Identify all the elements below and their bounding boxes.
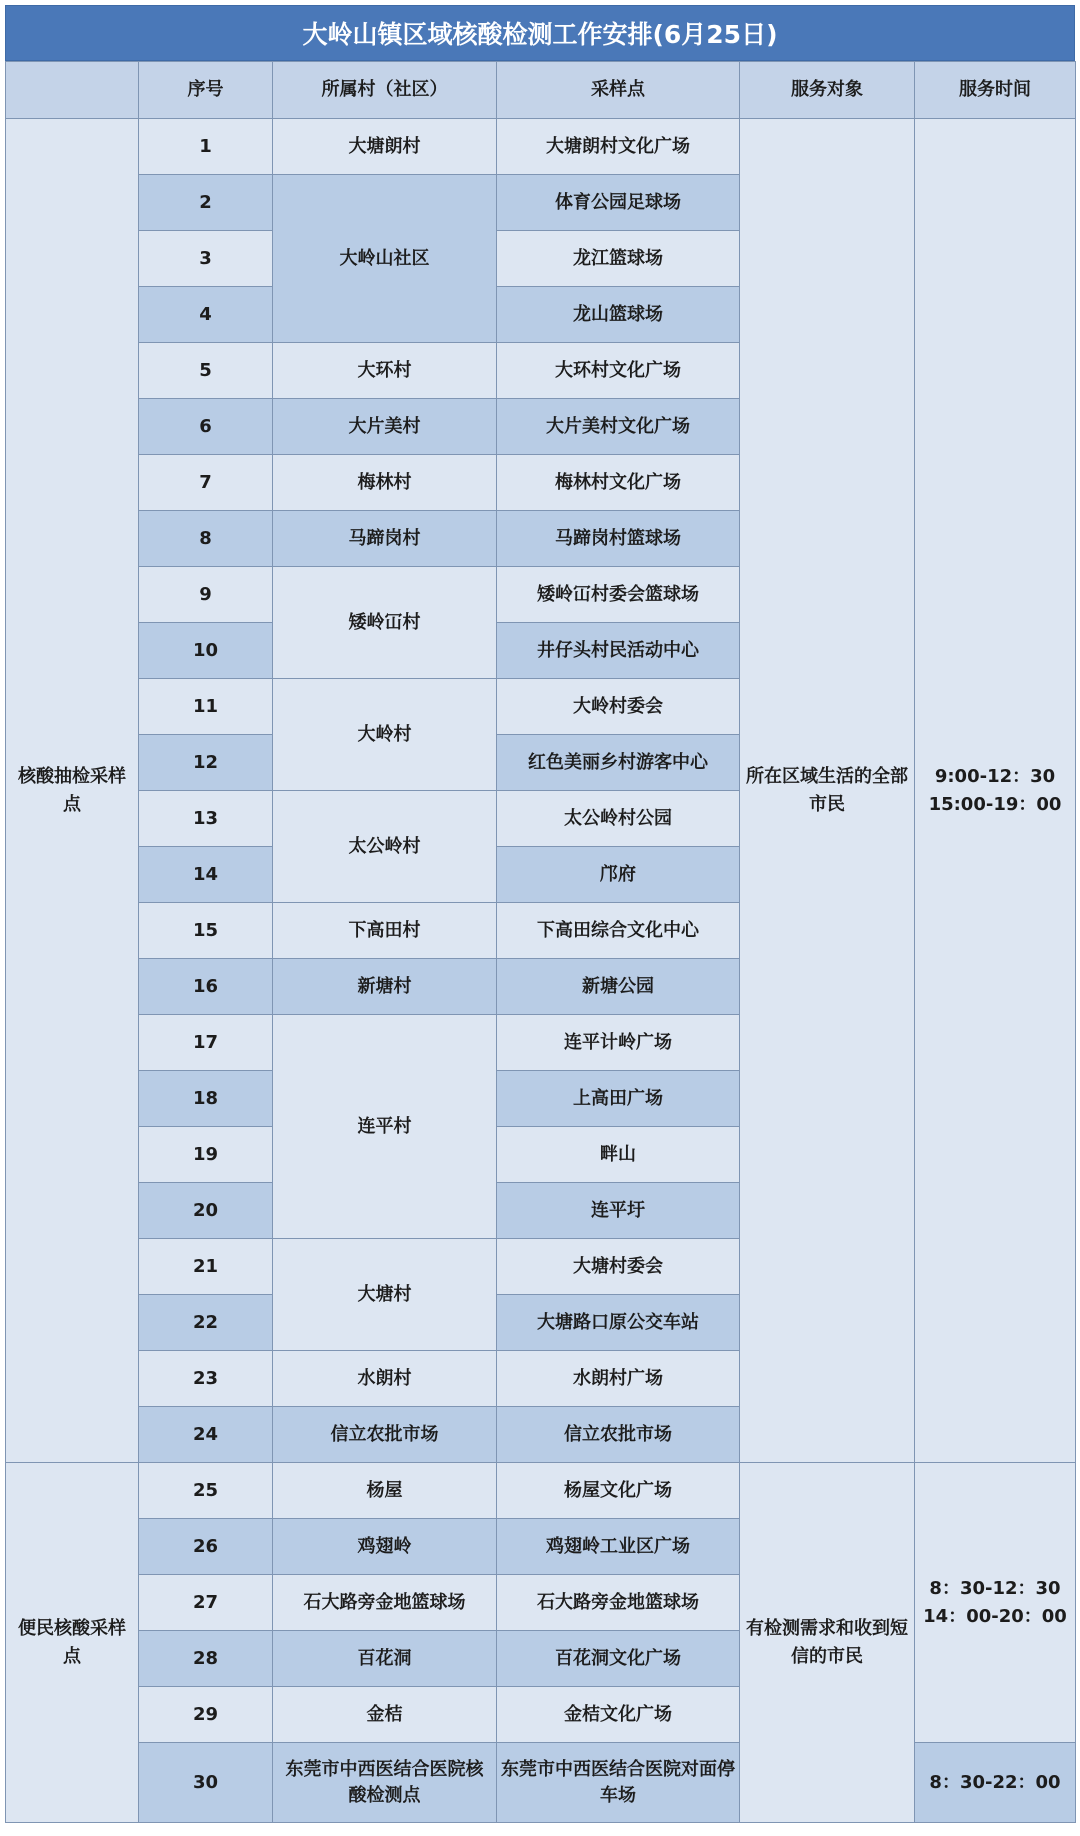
village-cell: 大岭山社区 (273, 175, 497, 343)
category-cell: 便民核酸采样点 (6, 1463, 139, 1823)
site-cell: 百花洞文化广场 (497, 1631, 740, 1687)
site-cell: 鸡翅岭工业区广场 (497, 1519, 740, 1575)
village-cell: 马蹄岗村 (273, 511, 497, 567)
site-cell: 下高田综合文化中心 (497, 903, 740, 959)
site-cell: 连平圩 (497, 1183, 740, 1239)
schedule-table (5, 61, 1076, 1823)
site-cell: 东莞市中西医结合医院对面停车场 (497, 1743, 740, 1823)
row-no: 27 (139, 1575, 273, 1631)
village-cell: 水朗村 (273, 1351, 497, 1407)
row-no: 8 (139, 511, 273, 567)
village-cell: 大塘村 (273, 1239, 497, 1351)
table-row (6, 119, 1076, 175)
row-no: 21 (139, 1239, 273, 1295)
row-no: 12 (139, 735, 273, 791)
village-cell: 百花洞 (273, 1631, 497, 1687)
row-no: 24 (139, 1407, 273, 1463)
time-line: 14：00-20：00 (923, 1605, 1067, 1627)
category-cell: 核酸抽检采样点 (6, 119, 139, 1463)
site-cell: 畔山 (497, 1127, 740, 1183)
time-cell (915, 119, 1076, 1463)
row-no: 9 (139, 567, 273, 623)
village-cell: 信立农批市场 (273, 1407, 497, 1463)
row-no: 22 (139, 1295, 273, 1351)
village-cell: 石大路旁金地篮球场 (273, 1575, 497, 1631)
row-no: 3 (139, 231, 273, 287)
village-cell: 新塘村 (273, 959, 497, 1015)
village-cell: 大环村 (273, 343, 497, 399)
village-cell: 大塘朗村 (273, 119, 497, 175)
time-line: 8：30-12：30 (929, 1577, 1061, 1599)
row-no: 30 (139, 1743, 273, 1823)
village-cell: 大岭村 (273, 679, 497, 791)
row-no: 6 (139, 399, 273, 455)
row-no: 28 (139, 1631, 273, 1687)
row-no: 1 (139, 119, 273, 175)
row-no: 2 (139, 175, 273, 231)
row-no: 4 (139, 287, 273, 343)
site-cell: 大岭村委会 (497, 679, 740, 735)
table-row (6, 1743, 1076, 1823)
site-cell: 体育公园足球场 (497, 175, 740, 231)
row-no: 10 (139, 623, 273, 679)
header-row (6, 62, 1076, 119)
village-cell: 杨屋 (273, 1463, 497, 1519)
site-cell: 马蹄岗村篮球场 (497, 511, 740, 567)
site-cell: 水朗村广场 (497, 1351, 740, 1407)
table-row (6, 1463, 1076, 1519)
village-cell: 东莞市中西医结合医院核酸检测点 (273, 1743, 497, 1823)
site-cell: 大片美村文化广场 (497, 399, 740, 455)
row-no: 25 (139, 1463, 273, 1519)
site-cell: 大环村文化广场 (497, 343, 740, 399)
row-no: 7 (139, 455, 273, 511)
site-cell: 杨屋文化广场 (497, 1463, 740, 1519)
row-no: 18 (139, 1071, 273, 1127)
village-cell: 连平村 (273, 1015, 497, 1239)
site-cell: 新塘公园 (497, 959, 740, 1015)
village-cell: 大片美村 (273, 399, 497, 455)
row-no: 29 (139, 1687, 273, 1743)
header-blank (6, 62, 139, 119)
row-no: 16 (139, 959, 273, 1015)
row-no: 14 (139, 847, 273, 903)
header-site: 采样点 (497, 62, 740, 119)
row-no: 15 (139, 903, 273, 959)
site-cell: 井仔头村民活动中心 (497, 623, 740, 679)
site-cell: 龙江篮球场 (497, 231, 740, 287)
row-no: 11 (139, 679, 273, 735)
row-no: 17 (139, 1015, 273, 1071)
site-cell: 大塘村委会 (497, 1239, 740, 1295)
site-cell: 石大路旁金地篮球场 (497, 1575, 740, 1631)
table-title: 大岭山镇区域核酸检测工作安排(6月25日) (5, 5, 1075, 61)
time-line: 15:00-19：00 (928, 793, 1062, 815)
row-no: 5 (139, 343, 273, 399)
village-cell: 矮岭冚村 (273, 567, 497, 679)
time-line: 9:00-12：30 (934, 765, 1056, 787)
row-no: 20 (139, 1183, 273, 1239)
site-cell: 太公岭村公园 (497, 791, 740, 847)
row-no: 23 (139, 1351, 273, 1407)
village-cell: 梅林村 (273, 455, 497, 511)
site-cell: 大塘朗村文化广场 (497, 119, 740, 175)
village-cell: 鸡翅岭 (273, 1519, 497, 1575)
header-target: 服务对象 (740, 62, 915, 119)
village-cell: 金桔 (273, 1687, 497, 1743)
site-cell: 红色美丽乡村游客中心 (497, 735, 740, 791)
site-cell: 龙山篮球场 (497, 287, 740, 343)
target-cell: 所在区域生活的全部市民 (740, 119, 915, 1463)
site-cell: 梅林村文化广场 (497, 455, 740, 511)
site-cell: 金桔文化广场 (497, 1687, 740, 1743)
site-cell: 大塘路口原公交车站 (497, 1295, 740, 1351)
target-cell: 有检测需求和收到短信的市民 (740, 1463, 915, 1823)
site-cell: 连平计岭广场 (497, 1015, 740, 1071)
village-cell: 太公岭村 (273, 791, 497, 903)
site-cell: 邝府 (497, 847, 740, 903)
site-cell: 信立农批市场 (497, 1407, 740, 1463)
time-cell-last: 8：30-22：00 (915, 1743, 1076, 1823)
time-cell (915, 1463, 1076, 1743)
header-time: 服务时间 (915, 62, 1076, 119)
site-cell: 矮岭冚村委会篮球场 (497, 567, 740, 623)
row-no: 13 (139, 791, 273, 847)
row-no: 19 (139, 1127, 273, 1183)
row-no: 26 (139, 1519, 273, 1575)
site-cell: 上高田广场 (497, 1071, 740, 1127)
header-no: 序号 (139, 62, 273, 119)
schedule-sheet (5, 5, 1075, 1823)
village-cell: 下高田村 (273, 903, 497, 959)
header-village: 所属村（社区） (273, 62, 497, 119)
